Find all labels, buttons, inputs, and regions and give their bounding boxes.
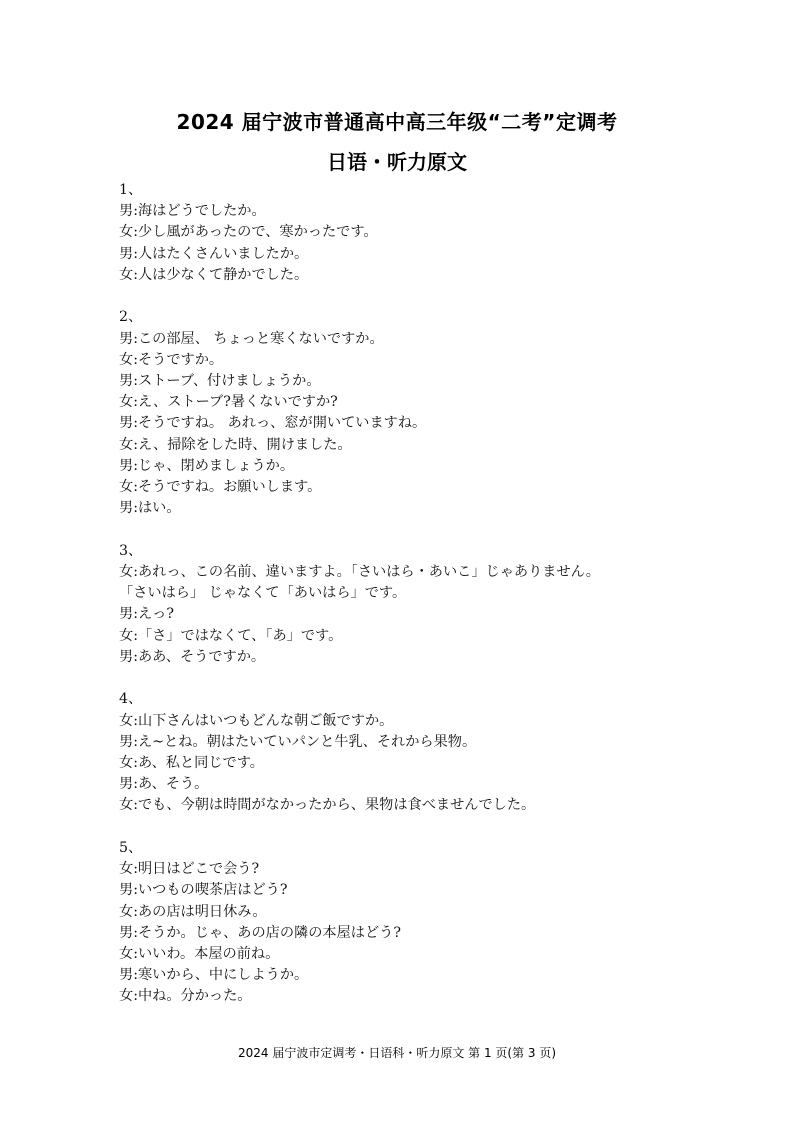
dialogue-line: 女:少し風があったので、寒かったです。 xyxy=(119,224,378,241)
dialogue-line: 女:でも、今朝は時間がなかったから、果物は食べませんでした。 xyxy=(119,797,536,814)
dialogue-line: 女:あれっ、この名前、違いますよ。「さいはら・あいこ」じゃありません。 xyxy=(119,564,600,580)
dialogue-line: 男:人はたくさんいましたか。 xyxy=(119,245,309,262)
section-number: 2、 xyxy=(119,309,143,326)
dialogue-line: 男:海はどうでしたか。 xyxy=(119,203,266,220)
dialogue-section xyxy=(119,307,759,519)
dialogue-line: 女:「さ」ではなくて、「あ」です。 xyxy=(119,627,343,644)
section-number: 1、 xyxy=(119,182,143,198)
dialogue-line: 女:あ、私と同じです。 xyxy=(119,755,264,771)
dialogue-line: 男:あ、そう。 xyxy=(119,776,209,793)
dialogue-section xyxy=(119,180,759,286)
section-number: 5、 xyxy=(119,840,143,857)
dialogue-line: 男:はい。 xyxy=(119,500,181,517)
dialogue-line: 女:そうですね。お願いします。 xyxy=(119,478,322,495)
dialogue-line: 男:そうですね。 あれっ、窓が開いていますね。 xyxy=(119,415,427,432)
dialogue-line: 女:中ね。分かった。 xyxy=(119,988,252,1005)
dialogue-line: 女:そうですか。 xyxy=(119,351,224,368)
dialogue-line: 男:この部屋、 ちょっと寒くないですか。 xyxy=(119,330,384,347)
section-number: 4、 xyxy=(119,691,143,708)
document-title: 2024 届宁波市普通高中高三年级“二考”定调考 xyxy=(176,110,618,134)
dialogue-line: 男:いつもの喫茶店はどう? xyxy=(119,882,288,899)
dialogue-line: 女:いいわ。本屋の前ね。 xyxy=(119,946,280,962)
dialogue-line: 男:ストーブ、付けましょうか。 xyxy=(119,373,321,389)
transcript-content xyxy=(119,180,759,1029)
dialogue-line: 男:そうか。じゃ、あの店の隣の本屋はどう? xyxy=(119,924,401,941)
dialogue-line: 女:人は少なくて静かでした。 xyxy=(119,266,309,283)
document-subtitle: 日语・听力原文 xyxy=(327,150,467,174)
dialogue-line: 男:えっ? xyxy=(119,606,174,623)
dialogue-line: 「さいはら」 じゃなくて「あいはら」です。 xyxy=(119,585,407,602)
dialogue-line: 男:寒いから、中にしようか。 xyxy=(119,967,309,984)
dialogue-section xyxy=(119,838,759,1008)
dialogue-line: 男:じゃ、閉めましょうか。 xyxy=(119,457,295,474)
dialogue-section xyxy=(119,541,759,668)
page-footer: 2024 届宁波市定调考・日语科・听力原文 第 1 页(第 3 页) xyxy=(237,1046,557,1060)
dialogue-line: 女:明日はどこで会う? xyxy=(119,861,260,878)
dialogue-line: 男:え~とね。朝はたいていパンと牛乳、それから果物。 xyxy=(119,733,477,750)
dialogue-line: 女:え、ストーブ?暑くないですか? xyxy=(119,394,338,411)
dialogue-section xyxy=(119,689,759,816)
dialogue-line: 女:あの店は明日休み。 xyxy=(119,903,267,920)
dialogue-line: 女:山下さんはいつもどんな朝ご飯ですか。 xyxy=(119,712,394,729)
dialogue-line: 女:え、掃除をした時、開けました。 xyxy=(119,436,352,453)
dialogue-line: 男:ああ、そうですか。 xyxy=(119,648,266,665)
section-number: 3、 xyxy=(119,542,143,559)
